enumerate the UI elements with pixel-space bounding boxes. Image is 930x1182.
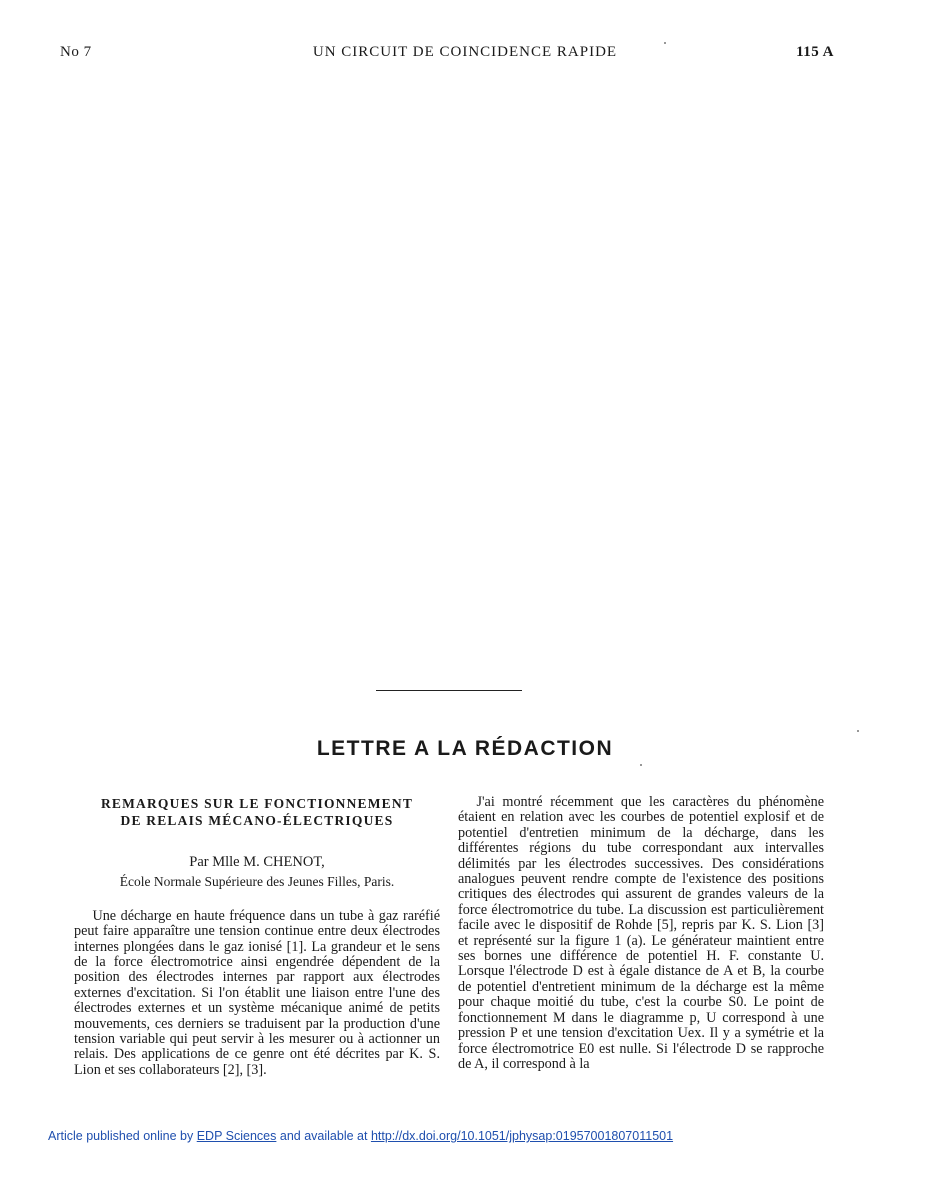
body-paragraph-1: Une décharge en haute fréquence dans un tube à gaz raréfié peut faire apparaître une tension continue entre deux électrodes internes plongées dans le gaz ionisé [1]. La grandeur et le sens de la force électromotrice ainsi engendrée dépendent de la position des électrodes internes par rapport aux électrodes externes d'excitation. Si l'on établit une liaison entre l'une des électrodes externes et un système mécanique animé de petits mouvements, ces derniers se traduisent par la production d'une tension variable qui peut servir à les mesurer ou à actionner un relais. Des applications de ce genre ont été décrites par K. S. Lion et ses collaborateurs [2], [3]. [74, 907, 440, 1078]
section-title: LETTRE A LA RÉDACTION [316, 737, 614, 760]
article-title-line-2: DE RELAIS MÉCANO-ÉLECTRIQUES [120, 813, 394, 828]
page-number: 115 A [796, 44, 834, 60]
footer-prefix: Article published online by [48, 1129, 194, 1143]
article-title [74, 795, 440, 829]
running-title: UN CIRCUIT DE COINCIDENCE RAPIDE [312, 44, 618, 60]
doi-link[interactable]: http://dx.doi.org/10.1051/jphysap:01957001807011501 [370, 1129, 674, 1143]
left-column [74, 795, 440, 1078]
article-title-line-1: REMARQUES SUR LE FONCTIONNEMENT [100, 796, 414, 811]
right-column [458, 795, 824, 1072]
article-author: Par Mlle M. CHENOT, [189, 854, 325, 870]
print-speck [857, 730, 859, 732]
footer-middle: and available at [279, 1129, 368, 1143]
author-affiliation: École Normale Supérieure des Jeunes Filles, Paris. [119, 874, 395, 890]
body-paragraph-2: J'ai montré récemment que les caractères du phénomène étaient en relation avec les courbes de potentiel explosif et de potentiel d'entretien minimum de la décharge, dans les différentes régions du tube correspondant aux intervalles délimités par les électrodes successives. Des considérations analogues peuvent rendre compte de l'existence des positions critiques des électrodes qui assurent de grandes valeurs de la force électromotrice du tube. La discussion est particulièrement facile avec le dispositif de Rohde [5], repris par K. S. Lion [3] et représenté sur la figure 1 (a). Le générateur maintient entre ses bornes une différence de potentiel H. F. constante U. Lorsque l'électrode D est à égale distance de A et B, la courbe de potentiel d'entretient minimum de la décharge est la même pour chaque moitié du tube, c'est la courbe S0. Le point de fonctionnement M dans le diagramme p, U correspond à une pression P et une tension d'excitation Uex. Il y a symétrie et la force électromotrice E0 est nulle. Si l'électrode D se rapproche de A, il correspond à la [458, 794, 824, 1072]
issue-number: No 7 [60, 44, 92, 60]
publication-footer [48, 1129, 673, 1143]
print-speck [664, 42, 666, 44]
print-speck [640, 764, 642, 766]
publisher-link[interactable]: EDP Sciences [196, 1129, 277, 1143]
section-divider [376, 690, 522, 691]
